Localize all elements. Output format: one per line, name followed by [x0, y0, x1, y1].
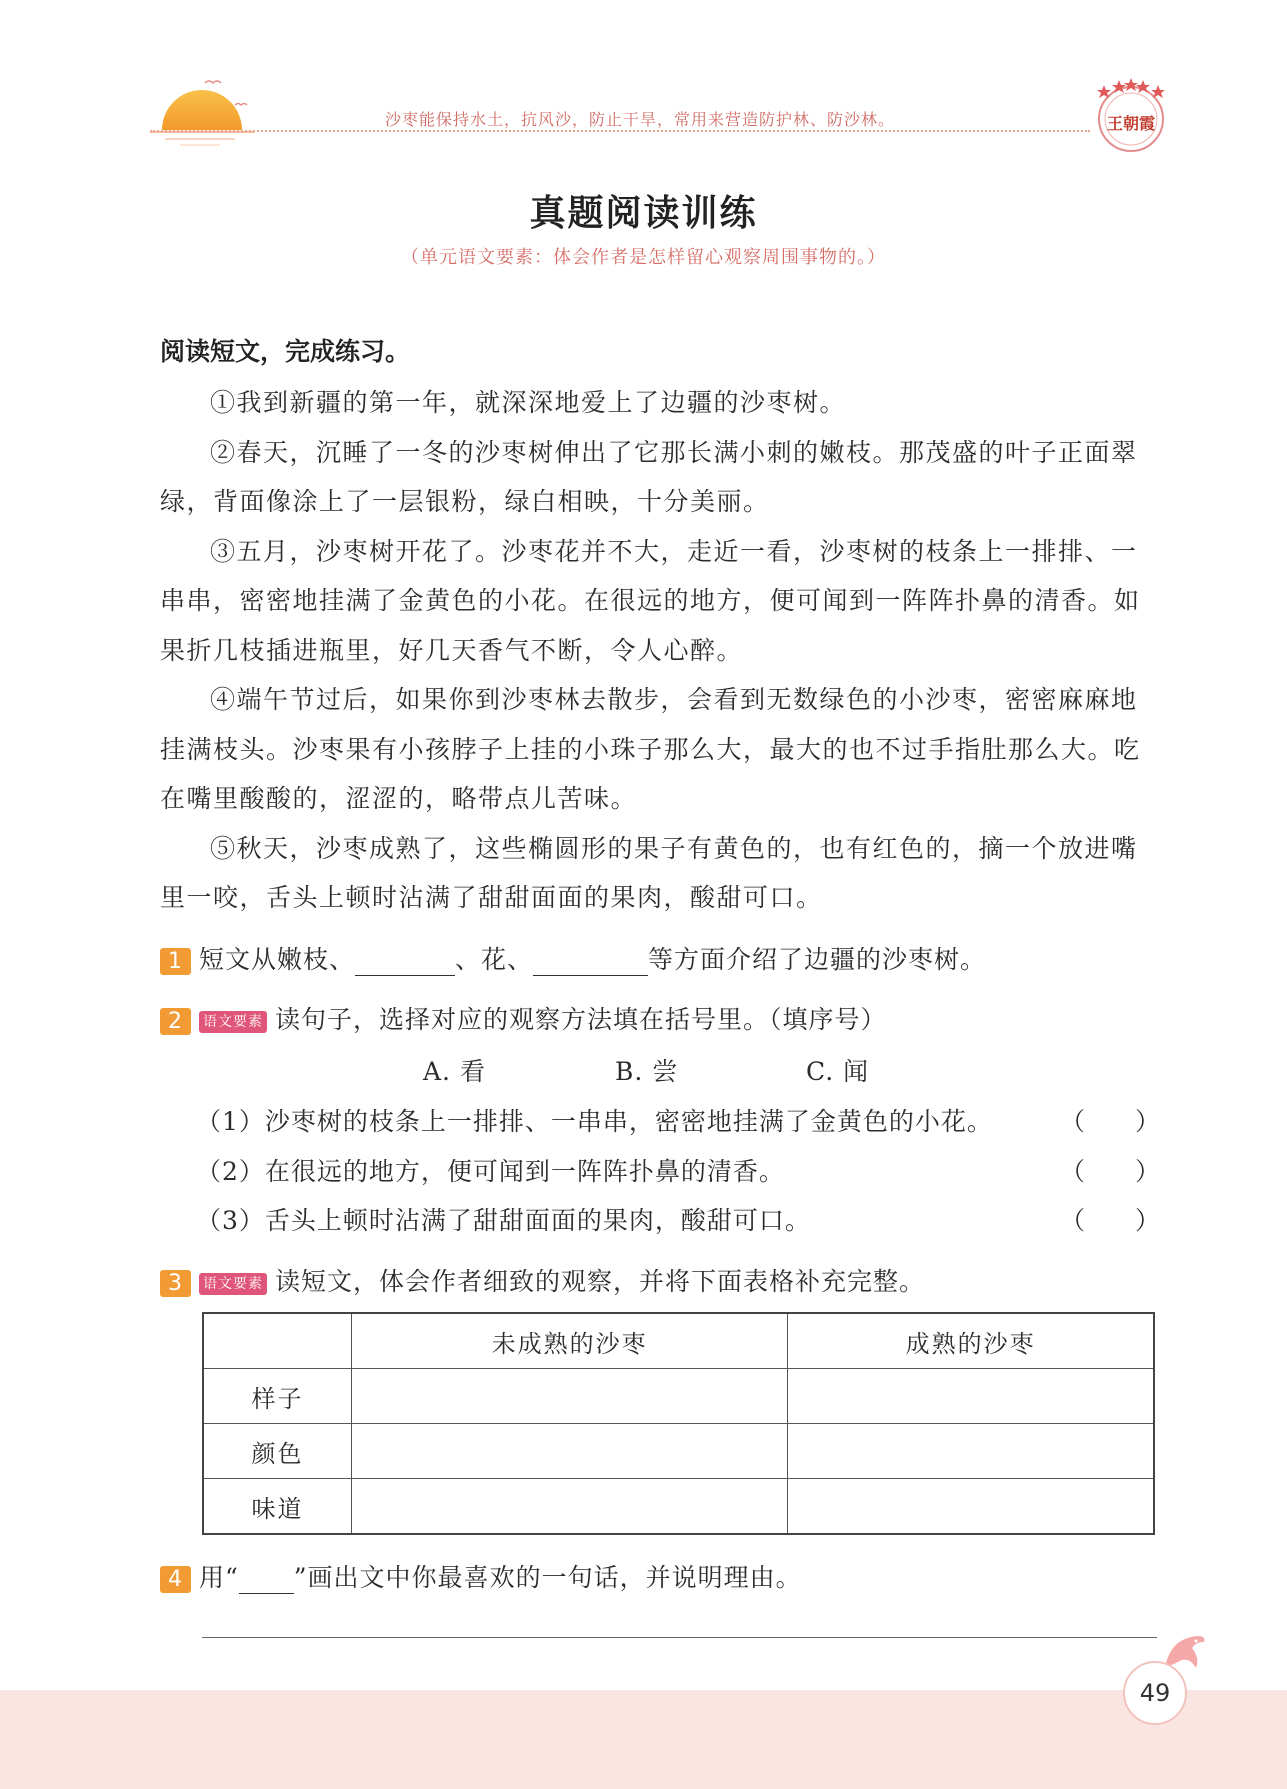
q2-item-2: （2）在很远的地方，便可闻到一阵阵扑鼻的清香。: [196, 1157, 785, 1186]
table-row: [203, 1369, 1154, 1424]
table-cell[interactable]: [352, 1369, 788, 1424]
q4-text-b: ”画出文中你最喜欢的一句话，并说明理由。: [293, 1563, 802, 1592]
row-label-color: 颜色: [203, 1424, 352, 1479]
q4-underline-sample: [239, 1571, 294, 1594]
answer-line[interactable]: [202, 1637, 1157, 1638]
table-header-ripe: 成熟的沙枣: [788, 1313, 1154, 1369]
header-divider: [150, 130, 1090, 132]
table-cell[interactable]: [788, 1424, 1154, 1479]
paragraph-2: ②春天，沉睡了一冬的沙枣树伸出了它那长满小刺的嫩枝。那茂盛的叶子正面翠绿，背面像涂上了一层银粉，绿白相映，十分美丽。: [160, 437, 1138, 516]
q2-item-3: （3）舌头上顿时沾满了甜甜面面的果肉，酸甜可口。: [196, 1206, 811, 1235]
question-3: [160, 1262, 925, 1298]
question-number: 2: [160, 1008, 191, 1035]
page-title: 真题阅读训练: [529, 193, 758, 234]
instruction: 阅读短文，完成练习。: [160, 337, 411, 366]
q2-text: 读句子，选择对应的观察方法填在括号里。（填序号）: [275, 1005, 887, 1034]
table-row: [203, 1479, 1154, 1535]
paragraph-4: ④端午节过后，如果你到沙枣林去散步，会看到无数绿色的小沙枣，密密麻麻地挂满枝头。沙枣果有小孩脖子上挂的小珠子那么大，最大的也不过手指肚那么大。吃在嘴里酸酸的，涩涩的，略带点儿苦味。: [160, 685, 1141, 813]
question-1: [160, 940, 986, 976]
option-c: C. 闻: [806, 1057, 870, 1086]
table-header-unripe: 未成熟的沙枣: [352, 1313, 788, 1369]
question-number: 1: [160, 948, 191, 975]
table-header-blank: [203, 1313, 352, 1369]
table-cell[interactable]: [352, 1479, 788, 1535]
element-tag: 语文要素: [199, 1011, 267, 1033]
table-header-row: [203, 1313, 1154, 1369]
paragraph-5: ⑤秋天，沙枣成熟了，这些椭圆形的果子有黄色的，也有红色的，摘一个放进嘴里一咬，舌头上顿时沾满了甜甜面面的果肉，酸甜可口。: [160, 833, 1138, 912]
observation-table: [202, 1312, 1155, 1535]
paragraph-3: ③五月，沙枣树开花了。沙枣花并不大，走近一看，沙枣树的枝条上一排排、一串串，密密地挂满了金黄色的小花。在很远的地方，便可闻到一阵阵扑鼻的清香。如果折几枝插进瓶里，好几天香气不断，令人心醉。: [160, 536, 1141, 665]
answer-paren-3[interactable]: （ ）: [1060, 1206, 1161, 1235]
question-2: [160, 1000, 887, 1036]
element-tag: 语文要素: [199, 1273, 267, 1295]
page-number: 49: [1123, 1661, 1187, 1725]
question-number: 3: [160, 1270, 191, 1297]
question-number: 4: [160, 1566, 191, 1593]
question-4: [160, 1558, 802, 1594]
brand-logo: [1092, 75, 1170, 155]
answer-paren-2[interactable]: （ ）: [1060, 1157, 1161, 1186]
q1-text-b: 、花、: [455, 945, 534, 974]
table-cell[interactable]: [788, 1369, 1154, 1424]
header-tip: 沙枣能保持水土，抗风沙，防止干旱，常用来营造防护林、防沙林。: [385, 110, 896, 129]
sunset-icon: [150, 75, 260, 155]
table-cell[interactable]: [788, 1479, 1154, 1535]
reading-passage: [160, 378, 1160, 923]
page-subtitle: （单元语文要素：体会作者是怎样留心观察周围事物的。）: [401, 247, 886, 268]
logo-text: 王朝霞: [1106, 114, 1155, 133]
answer-paren-1[interactable]: （ ）: [1060, 1107, 1161, 1136]
q2-item-1: （1）沙枣树的枝条上一排排、一串串，密密地挂满了金黄色的小花。: [196, 1107, 993, 1136]
q1-text-a: 短文从嫩枝、: [199, 945, 356, 974]
q1-text-c: 等方面介绍了边疆的沙枣树。: [648, 945, 987, 974]
option-b: B. 尝: [615, 1057, 679, 1086]
table-cell[interactable]: [352, 1424, 788, 1479]
row-label-taste: 味道: [203, 1479, 352, 1535]
q4-text-a: 用“: [199, 1563, 239, 1592]
footer-band: [0, 1690, 1287, 1789]
paragraph-1: ①我到新疆的第一年，就深深地爱上了边疆的沙枣树。: [210, 388, 847, 417]
row-label-shape: 样子: [203, 1369, 352, 1424]
q3-text: 读短文，体会作者细致的观察，并将下面表格补充完整。: [275, 1267, 926, 1296]
table-row: [203, 1424, 1154, 1479]
option-a: A. 看: [423, 1057, 486, 1086]
q1-blank-1[interactable]: [355, 953, 455, 976]
q1-blank-2[interactable]: [533, 953, 648, 976]
